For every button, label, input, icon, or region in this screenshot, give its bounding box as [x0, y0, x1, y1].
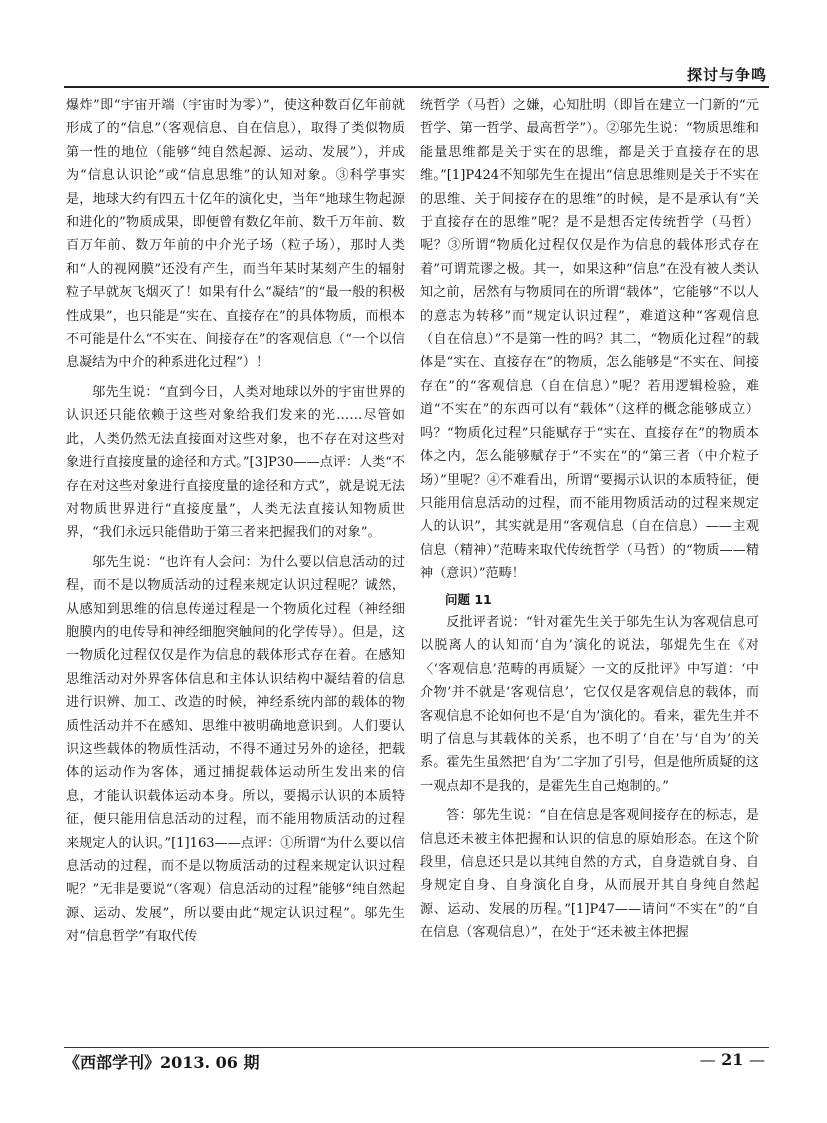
right-paragraph-3: 答：邬先生说：“自在信息是客观间接存在的标志，是信息还未被主体把握和认识的信息的原始形态。在这个阶段里，信息还只是以其纯自然的方式，自身造就自身、自身规定自身、自身演化自身，从而展开其自身纯自然起源、运动、发展的历程。”[1]P47——请问“不实在”的“自在信息（客观信息）”，在处于“还未被主体把握: [420, 808, 759, 941]
page-number: [700, 1050, 765, 1069]
section-tag: 探讨与争鸣: [686, 66, 767, 84]
journal-name: 《西部学刊》2013. 06 期: [64, 1053, 260, 1072]
question-heading: 问题 11: [445, 591, 492, 607]
left-column: [66, 94, 405, 949]
left-paragraph-1: 爆炸”即“宇宙开端（宇宙时为零）”，使这种数百亿年前就形成了的“信息”（客观信息、自在信息），取得了类似物质第一性的地位（能够“纯自然起源、运动、发展”），并成为“信息认识论”或“信息思维”的认知对象。③科学事实是，地球大约有四五十亿年的演化史，当年“地球生物起源和进化的”物质成果，即便曾有数亿年前、数千万年前、数百万年前、数万年前的中介光子场（粒子场），那时人类和“人的视网膜”还没有产生，而当年某时某刻产生的辐射粒子早就灰飞烟灭了！如果有什么“凝结”的“最一般的积极性成果”，也只能是“实在、直接存在”的具体物质，而根本不可能是什么“不实在、间接存在”的客观信息（“一个以信息凝结为中介的种系进化过程”）！: [66, 98, 405, 371]
page-dash-left: —: [699, 1050, 716, 1069]
right-paragraph-1: 统哲学（马哲）之嫌，心知肚明（即旨在建立一门新的“元哲学、第一哲学、最高哲学”）。②邬先生说：“物质思维和能量思维都是关于实在的思维，都是关于直接存在的思维。”[1]P424不知邬先生在提出“信息思维则是关于不实在的思维、关于间接存在的思维”的时候，是不是承认有“关于直接存在的思维”呢？是不是想否定传统哲学（马哲）呢？③所谓“物质化过程仅仅是作为信息的载体形式存在着”可谓荒谬之极。其一，如果这种“信息”在没有被人类认知之前，居然有与物质同在的所谓“载体”，它能够“不以人的意志为转移”而“规定认识过程”，难道这种“客观信息（自在信息）”不是第一性的吗？其二，“物质化过程”的载体是“实在、直接存在”的物质，怎么能够是“不实在、间接存在”的“客观信息（自在信息）”呢？若用逻辑检验，难道“不实在”的东西可以有“载体”（这样的概念能够成立）吗？“物质化过程”只能赋存于“实在、直接存在”的物质本体之内，怎么能够赋存于“不实在”的“第三者（中介粒子场）”里呢？④不难看出，所谓“要揭示认识的本质特征，便只能用信息活动的过程，而不能用物质活动的过程来规定人的认识”，其实就是用“客观信息（自在信息）——主观信息（精神）”范畴来取代传统哲学（马哲）的“物质——精神（意识）”范畴！: [420, 98, 759, 582]
left-paragraph-3: 邬先生说：“也许有人会问：为什么要以信息活动的过程，而不是以物质活动的过程来规定认识过程呢？诚然，从感知到思维的信息传递过程是一个物质化过程（神经细胞膜内的电传导和神经细胞突触间的化学传导）。但是，这一物质化过程仅仅是作为信息的载体形式存在着。在感知思维活动对外界客体信息和主体认识结构中凝结着的信息进行识辨、加工、改造的时候，神经系统内部的载体的物质性活动并不在感知、思维中被明确地意识到。人们要认识这些载体的物质性活动，不得不通过另外的途径，把载体的运动作为客体，通过捕捉载体运动所生发出来的信息，才能认识载体运动本身。所以，要揭示认识的本质特征，便只能用信息活动的过程，而不能用物质活动的过程来规定人的认识。”[1]163——点评：①所谓“为什么要以信息活动的过程，而不是以物质活动的过程来规定认识过程呢？”无非是要说“（客观）信息活动的过程”能够“纯自然起源、运动、发展”，所以要由此“规定认识过程”。邬先生对“信息哲学”有取代传: [66, 554, 405, 945]
right-column: [420, 94, 759, 945]
right-paragraph-2: 反批评者说：“针对霍先生关于邬先生认为客观信息可以脱离人的认知而‘自为’演化的说法，邬焜先生在《对〈‘客观信息’范畴的再质疑〉一文的反批评》中写道：‘中介物’并不就是‘客观信息’，它仅仅是客观信息的载体，而客观信息不论如何也不是‘自为’演化的。看来，霍先生并不明了信息与其载体的关系，也不明了‘自在’与‘自为’的关系。霍先生虽然把‘自为’二字加了引号，但是他所质疑的这一观点却不是我的，是霍先生自己炮制的。”: [420, 614, 759, 794]
left-paragraph-2: 邬先生说：“直到今日，人类对地球以外的宇宙世界的认识还只能依赖于这些对象给我们发来的光……尽管如此，人类仍然无法直接面对这些对象，也不存在对这些对象进行直接度量的途径和方式。”[3]P30——点评：人类“不存在对这些对象进行直接度量的途径和方式”，就是说无法对物质世界进行“直接度量”，人类无法直接认知物质世界，“我们永远只能借助于第三者来把握我们的对象”。: [66, 384, 405, 541]
header-rule: [64, 86, 769, 88]
footer-rule: [64, 1047, 769, 1048]
page-number-value: 21: [721, 1050, 744, 1069]
page-dash-right: —: [749, 1050, 765, 1069]
